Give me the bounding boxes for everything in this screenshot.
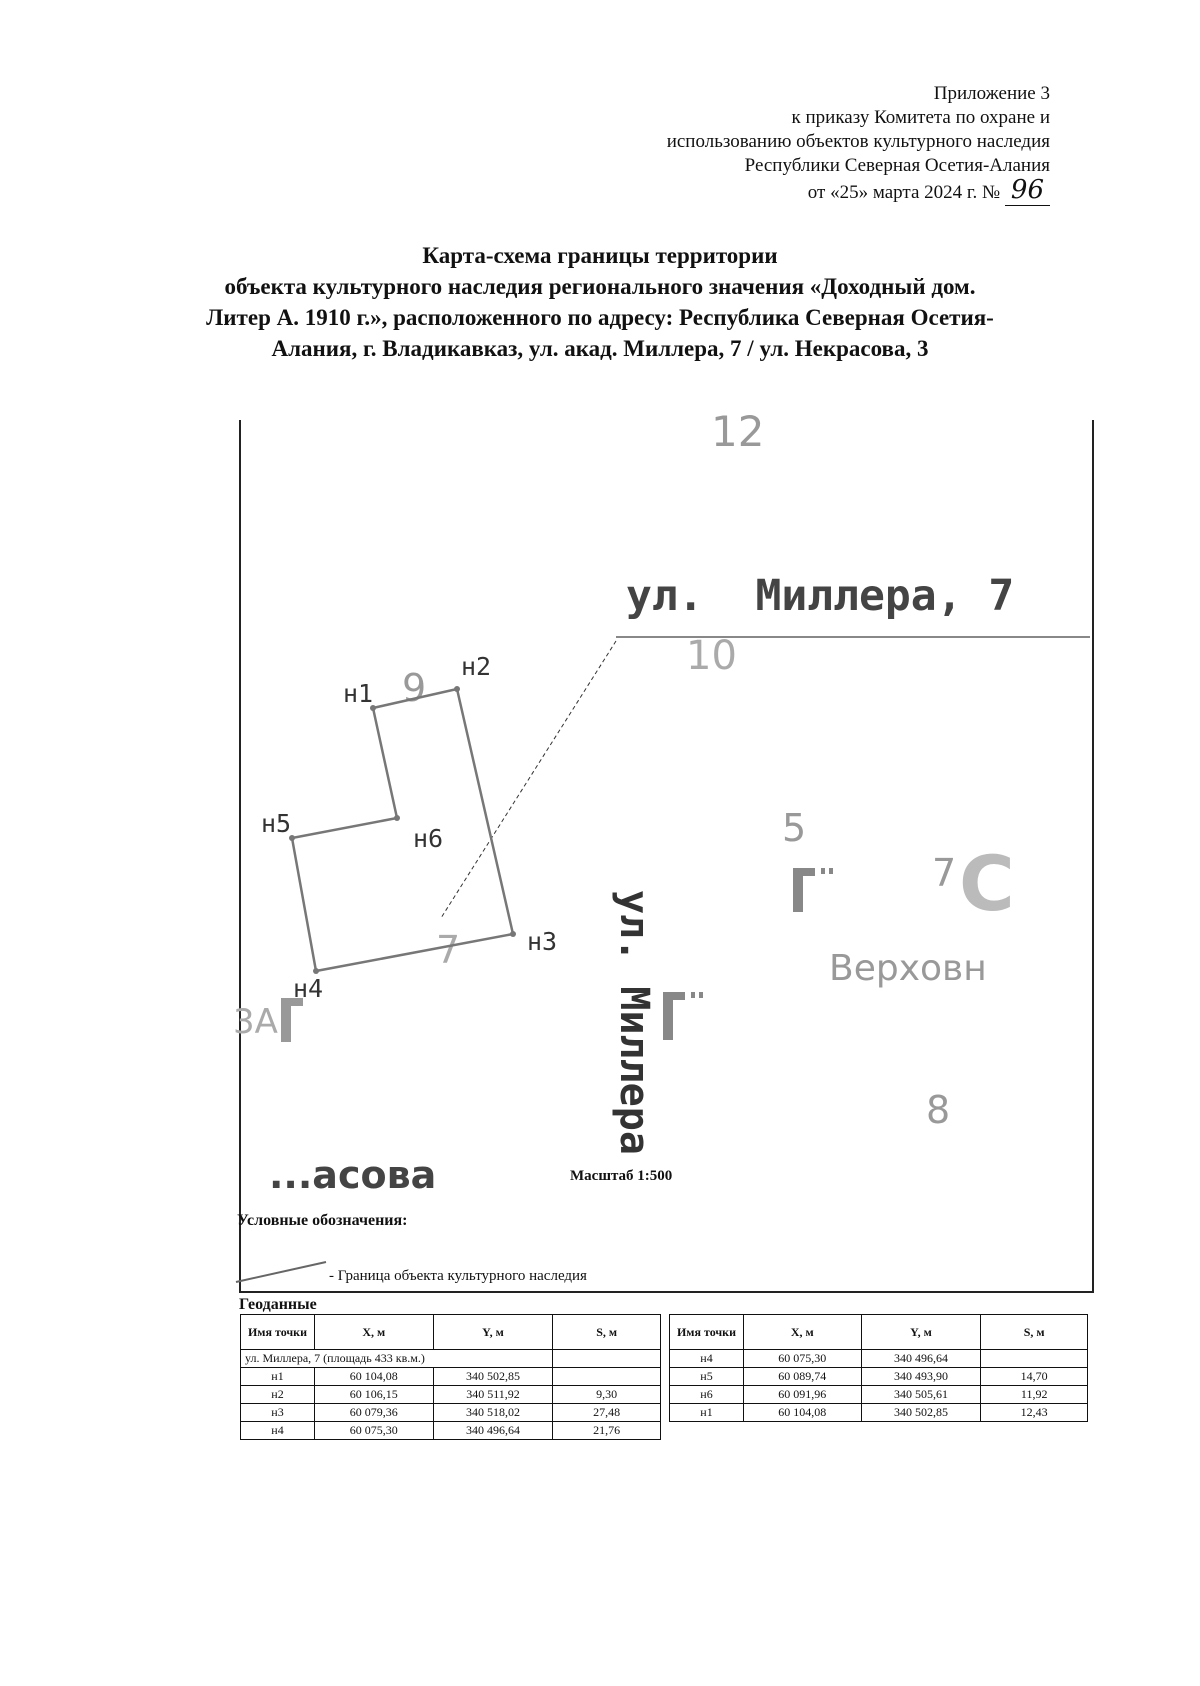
lot-number: 12 xyxy=(711,407,765,456)
table-cell: н4 xyxy=(670,1350,744,1368)
column-header: X, м xyxy=(314,1315,433,1350)
table-cell: 60 104,08 xyxy=(314,1368,433,1386)
street-label-main: ул. Миллера, 7 xyxy=(626,571,1015,621)
table-cell xyxy=(981,1350,1088,1368)
table-cell: 27,48 xyxy=(553,1404,661,1422)
column-header: X, м xyxy=(743,1315,861,1350)
table-cell xyxy=(553,1350,661,1368)
street-label-right: Верховн xyxy=(829,948,987,989)
appendix-date-line xyxy=(667,175,1050,205)
table-cell: 60 079,36 xyxy=(314,1404,433,1422)
point-label: н4 xyxy=(293,974,324,1003)
geodata-title: Геоданные xyxy=(239,1296,317,1313)
map-scale: Масштаб 1:500 xyxy=(570,1168,673,1184)
street-label-vertical: ул. Миллера xyxy=(611,890,657,1155)
table-cell: 14,70 xyxy=(981,1368,1088,1386)
point-label: н6 xyxy=(413,824,444,853)
table-row xyxy=(241,1404,661,1422)
title-line: объекта культурного наследия регионального значения «Доходный дом. xyxy=(224,274,976,299)
table-cell: н5 xyxy=(670,1368,744,1386)
table-cell: 60 075,30 xyxy=(314,1422,433,1440)
legend-line-sample xyxy=(236,1262,326,1282)
table-cell: 340 502,85 xyxy=(433,1368,553,1386)
appendix-line: использованию объектов культурного наследия xyxy=(666,131,1050,152)
column-header: Имя точки xyxy=(670,1315,744,1350)
column-header: Имя точки xyxy=(241,1315,315,1350)
table-cell: н6 xyxy=(670,1386,744,1404)
table-cell: 60 104,08 xyxy=(743,1404,861,1422)
table-row xyxy=(670,1368,1088,1386)
title-line: Алания, г. Владикавказ, ул. акад. Миллера, 7 / ул. Некрасова, 3 xyxy=(271,336,929,361)
lot-number: 9 xyxy=(402,666,427,710)
column-header: Y, м xyxy=(433,1315,553,1350)
table-cell: 340 518,02 xyxy=(433,1404,553,1422)
leader-line xyxy=(441,641,616,918)
table-row xyxy=(241,1386,661,1404)
order-number: 96 xyxy=(1005,175,1050,206)
table-cell: 21,76 xyxy=(553,1422,661,1440)
table-row xyxy=(241,1422,661,1440)
table-cell: 12,43 xyxy=(981,1404,1088,1422)
table-cell xyxy=(553,1368,661,1386)
boundary-vertices xyxy=(289,686,516,974)
table-cell: 9,30 xyxy=(553,1386,661,1404)
appendix-header xyxy=(667,82,1050,205)
building-marker xyxy=(281,998,303,1042)
table-cell: 11,92 xyxy=(981,1386,1088,1404)
appendix-line: Республики Северная Осетия-Алания xyxy=(744,155,1050,176)
building-marker xyxy=(793,868,833,912)
street-label-bottom: ...асова xyxy=(269,1153,437,1197)
table-cell: 340 502,85 xyxy=(861,1404,981,1422)
geodata-table-left xyxy=(240,1314,661,1440)
table-cell: н1 xyxy=(670,1404,744,1422)
point-label: н3 xyxy=(527,927,558,956)
table-cell: 60 075,30 xyxy=(743,1350,861,1368)
lot-number: 10 xyxy=(686,633,737,679)
point-label: н5 xyxy=(261,809,292,838)
title-line: Карта-схема границы территории xyxy=(422,243,778,268)
column-header: Y, м xyxy=(861,1315,981,1350)
column-header: S, м xyxy=(553,1315,661,1350)
cadastral-map xyxy=(233,407,1092,1291)
appendix-date: от «25» марта 2024 г. № xyxy=(807,182,1001,203)
table-row xyxy=(670,1386,1088,1404)
lot-number: 8 xyxy=(926,1088,951,1132)
legend-title: Условные обозначения: xyxy=(237,1212,408,1229)
table-row xyxy=(241,1368,661,1386)
table-cell: 60 089,74 xyxy=(743,1368,861,1386)
appendix-line: к приказу Комитета по охране и xyxy=(791,107,1050,128)
table-cell: н1 xyxy=(241,1368,315,1386)
appendix-line: Приложение 3 xyxy=(933,83,1050,104)
table-cell: н2 xyxy=(241,1386,315,1404)
lot-number: 5 xyxy=(782,806,807,850)
object-boundary xyxy=(292,689,513,971)
table-row xyxy=(670,1404,1088,1422)
document-title xyxy=(140,240,1060,364)
table-cell: 340 496,64 xyxy=(433,1422,553,1440)
table-cell: 340 511,92 xyxy=(433,1386,553,1404)
street-fragment-left: 3А xyxy=(233,1002,278,1042)
table-cell: н4 xyxy=(241,1422,315,1440)
area-row: ул. Миллера, 7 (площадь 433 кв.м.) xyxy=(241,1350,553,1368)
table-row xyxy=(670,1350,1088,1368)
table-cell: 340 493,90 xyxy=(861,1368,981,1386)
geodata-table-right xyxy=(669,1314,1088,1422)
point-label: н2 xyxy=(461,652,492,681)
legend-item: - Граница объекта культурного наследия xyxy=(329,1268,587,1284)
table-cell: 60 106,15 xyxy=(314,1386,433,1404)
title-line: Литер А. 1910 г.», расположенного по адресу: Республика Северная Осетия- xyxy=(206,305,994,330)
table-cell: 340 505,61 xyxy=(861,1386,981,1404)
map-frame xyxy=(233,407,1094,1293)
column-header: S, м xyxy=(981,1315,1088,1350)
point-label: н1 xyxy=(343,679,374,708)
lot-number: 7 xyxy=(436,928,461,972)
table-cell: 340 496,64 xyxy=(861,1350,981,1368)
street-fragment-c: С xyxy=(959,839,1015,928)
table-cell: н3 xyxy=(241,1404,315,1422)
lot-number: 7 xyxy=(932,851,957,895)
building-marker xyxy=(663,992,703,1040)
table-cell: 60 091,96 xyxy=(743,1386,861,1404)
